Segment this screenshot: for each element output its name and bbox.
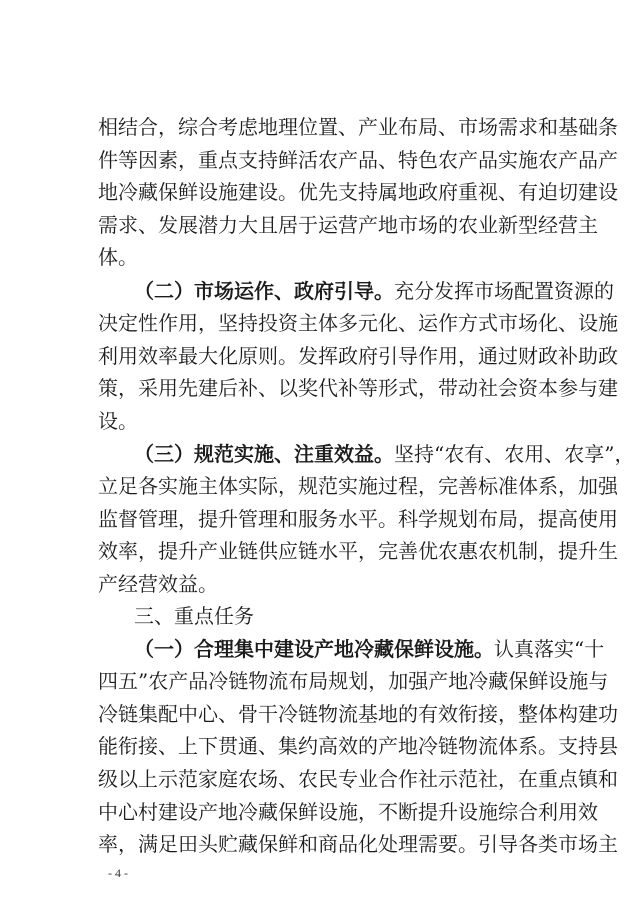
body-line: 能衔接、上下贯通、集约高效的产地冷链物流体系。支持县 xyxy=(98,734,618,758)
paragraph-text: 坚持“农有、农用、农享”， xyxy=(394,442,635,466)
body-line: 级以上示范家庭农场、农民专业合作社示范社，在重点镇和 xyxy=(98,767,618,791)
body-line: 地冷藏保鲜设施建设。优先支持属地政府重视、有迫切建设 xyxy=(98,180,618,204)
body-line: 需求、发展潜力大且居于运营产地市场的农业新型经营主 xyxy=(98,213,598,237)
body-line: 产经营效益。 xyxy=(98,572,218,596)
paragraph-text: 认真落实“十 xyxy=(494,637,605,661)
body-line: 监督管理，提升管理和服务水平。科学规划布局，提高使用 xyxy=(98,507,618,531)
body-line: 相结合，综合考虑地理位置、产业布局、市场需求和基础条 xyxy=(98,115,618,139)
body-line: 策，采用先建后补、以奖代补等形式，带动社会资本参与建 xyxy=(98,376,618,400)
body-line: 中心村建设产地冷藏保鲜设施，不断提升设施综合利用效 xyxy=(98,800,598,824)
paragraph-first-line xyxy=(134,279,614,303)
body-line: 体。 xyxy=(98,245,138,269)
section-title: 三、重点任务 xyxy=(134,604,254,628)
body-line: 立足各实施主体实际，规范实施过程，完善标准体系，加强 xyxy=(98,474,618,498)
body-line: 设。 xyxy=(98,409,138,433)
body-line: 冷链集配中心、骨干冷链物流基地的有效衔接，整体构建功 xyxy=(98,702,618,726)
paragraph-heading: （一）合理集中建设产地冷藏保鲜设施。 xyxy=(134,637,494,661)
body-line: 利用效率最大化原则。发挥政府引导作用，通过财政补助政 xyxy=(98,344,618,368)
paragraph-first-line xyxy=(134,637,604,661)
body-line: 决定性作用，坚持投资主体多元化、运作方式市场化、设施 xyxy=(98,311,618,335)
body-line: 效率，提升产业链供应链水平，完善优农惠农机制，提升生 xyxy=(98,539,618,563)
paragraph-first-line xyxy=(134,442,634,466)
body-line: 件等因素，重点支持鲜活农产品、特色农产品实施农产品产 xyxy=(98,148,618,172)
body-line: 四五”农产品冷链物流布局规划，加强产地冷藏保鲜设施与 xyxy=(98,669,609,693)
paragraph-heading: （二）市场运作、政府引导。 xyxy=(134,279,394,303)
page-number: - 4 - xyxy=(108,866,128,880)
body-line: 率，满足田头贮藏保鲜和商品化处理需要。引导各类市场主 xyxy=(98,832,618,856)
paragraph-heading: （三）规范实施、注重效益。 xyxy=(134,442,394,466)
paragraph-text: 充分发挥市场配置资源的 xyxy=(394,279,614,303)
